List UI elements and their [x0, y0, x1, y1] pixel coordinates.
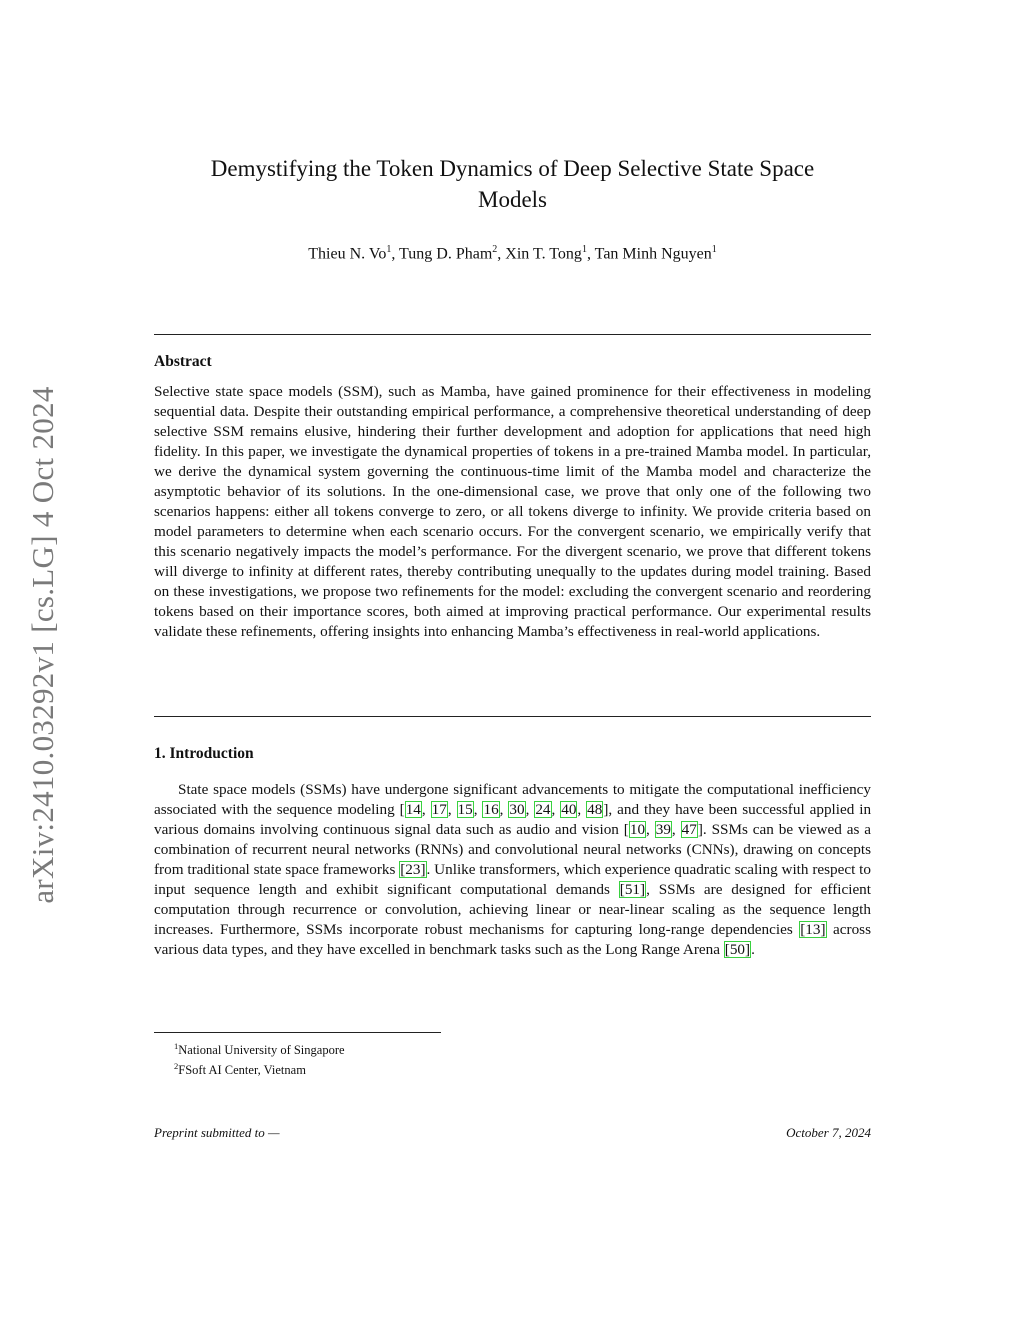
author-name: Tung D. Pham: [399, 245, 493, 263]
author-separator: ,: [391, 245, 400, 263]
footnote-rule: [154, 1032, 441, 1033]
footer-date: October 7, 2024: [786, 1125, 871, 1140]
footnote-mark: 1: [174, 1041, 179, 1051]
introduction-paragraph: State space models (SSMs) have undergone significant advancements to mitigate the computational inefficiency associated with the sequence modeling [14, 17, 15, 16, 30, 24, 40, 48], and they have been successful applied in various domains involving continuous signal data such as audio and vision [10, 39, 47]. SSMs can be viewed as a combination of recurrent neural networks (RNNs) and convolutional neural networks (CNNs), drawing on concepts from traditional state space frameworks [23]. Unlike transformers, which experience quadratic scaling with respect to input sequence length and exhibit significant computational demands [51], SSMs are designed for efficient computation through recurrence or convolution, achieving linear or near-linear scaling as the sequence length increases. Furthermore, SSMs incorporate robust mechanisms for capturing long-range dependencies [13] across various data types, and they have excelled in benchmark tasks such as the Long Range Arena [50].: [154, 781, 872, 958]
title-line-1: Demystifying the Token Dynamics of Deep Selective State Space: [210, 156, 815, 181]
abstract-section: [154, 352, 871, 642]
citation-link[interactable]: 16: [483, 801, 499, 818]
abstract-text: Selective state space models (SSM), such as Mamba, have gained prominence for their effectiveness in modeling sequential data. Despite their outstanding empirical performance, a comprehensive theoretical understanding of deep selective SSM remains elusive, hindering their further development and adoption for applications that need high fidelity. In this paper, we investigate the dynamical properties of tokens in a pre-trained Mamba model. In particular, we derive the dynamical system governing the continuous-time limit of the Mamba model and characterize the asymptotic behavior of its solutions. In the one-dimensional case, we prove that only one of the following two scenarios happens: either all tokens converge to zero, or all tokens diverge to infinity. We provide criteria based on model parameters to determine when each scenario occurs. For the convergent scenario, we empirically verify that this scenario negatively impacts the model’s performance. For the divergent scenario, we prove that different tokens will diverge to infinity at different rates, thereby contributing unequally to the updates during model training. Based on these investigations, we propose two refinements for the model: excluding the convergent scenario and reordering tokens based on their importance scores, both aimed at improving practical performance. Our experimental results validate these refinements, offering insights into enhancing Mamba’s effectiveness in real-world applications.: [154, 383, 871, 640]
introduction-section: [154, 744, 871, 960]
citation-link[interactable]: [13]: [800, 921, 826, 938]
intro-text: . Unlike transformers, which experience quadratic scaling with respect to input sequence length and exhibit significant computational demands: [154, 861, 871, 898]
citation-link[interactable]: 40: [561, 801, 577, 818]
citation-bracket: ]: [697, 821, 703, 838]
footnote: [174, 1038, 345, 1058]
author-name: Xin T. Tong: [505, 245, 582, 263]
abstract-top-rule: [154, 334, 871, 335]
intro-text: across various data types, and they have excelled in benchmark tasks such as the Long Range Arena: [154, 921, 871, 958]
affiliation-mark: 2: [492, 244, 498, 255]
author-separator: ,: [586, 245, 595, 263]
author-list: [155, 240, 870, 264]
intro-text: . SSMs can be viewed as a combination of recurrent neural networks (RNNs) and convolutional neural networks (CNNs), drawing on concepts from traditional state space frameworks: [154, 821, 872, 878]
citation-link[interactable]: [23]: [400, 861, 426, 878]
footnote: [174, 1058, 345, 1078]
citation-link[interactable]: [51]: [619, 881, 646, 898]
citation-link[interactable]: 17: [431, 801, 447, 818]
citation-link[interactable]: 39: [655, 821, 671, 838]
citation-bracket: ]: [603, 801, 609, 818]
author-separator: ,: [497, 245, 506, 263]
citation-link[interactable]: 48: [587, 801, 603, 818]
footnote-text: FSoft AI Center, Vietnam: [178, 1063, 306, 1078]
intro-text: , and they have been successful applied in various domains involving continuous signal data such as audio and vision: [154, 801, 872, 838]
abstract-bottom-rule: [154, 716, 871, 717]
citation-link[interactable]: 47: [681, 821, 697, 838]
citation-link[interactable]: [50]: [724, 941, 751, 958]
footnotes: [174, 1038, 345, 1078]
intro-text: , SSMs are designed for efficient computation through recurrence or convolution, achieving linear or near-linear scaling as the sequence length increases. Furthermore, SSMs incorporate robust mechanisms for capturing long-range dependencies: [154, 881, 872, 938]
citation-link[interactable]: 24: [535, 801, 551, 818]
citation-link[interactable]: 30: [509, 801, 525, 818]
author-name: Thieu N. Vo: [308, 245, 387, 263]
citation-bracket: [: [399, 801, 405, 818]
arxiv-identifier: arXiv:2410.03292v1 [cs.LG] 4 Oct 2024: [25, 386, 60, 904]
citation-link[interactable]: 15: [457, 801, 473, 818]
abstract-heading: Abstract: [154, 353, 212, 370]
author-name: Tan Minh Nguyen: [594, 245, 712, 263]
footnote-mark: 2: [174, 1061, 179, 1072]
citation-link[interactable]: 10: [629, 821, 646, 838]
footnote-text: National University of Singapore: [178, 1043, 345, 1058]
affiliation-mark: 1: [386, 244, 392, 255]
title-line-2: Models: [478, 187, 547, 212]
intro-text: State space models (SSMs) have undergone significant advancements to mitigate the computational inefficiency associated with the sequence modeling: [154, 781, 871, 818]
affiliation-mark: 1: [711, 244, 717, 255]
introduction-heading: 1. Introduction: [154, 745, 254, 762]
intro-text: .: [751, 941, 755, 958]
footer-preprint-note: Preprint submitted to —: [154, 1125, 280, 1140]
citation-bracket: [: [623, 821, 629, 838]
paper-title: [155, 153, 870, 215]
affiliation-mark: 1: [581, 244, 587, 255]
citation-link[interactable]: 14: [405, 801, 421, 818]
